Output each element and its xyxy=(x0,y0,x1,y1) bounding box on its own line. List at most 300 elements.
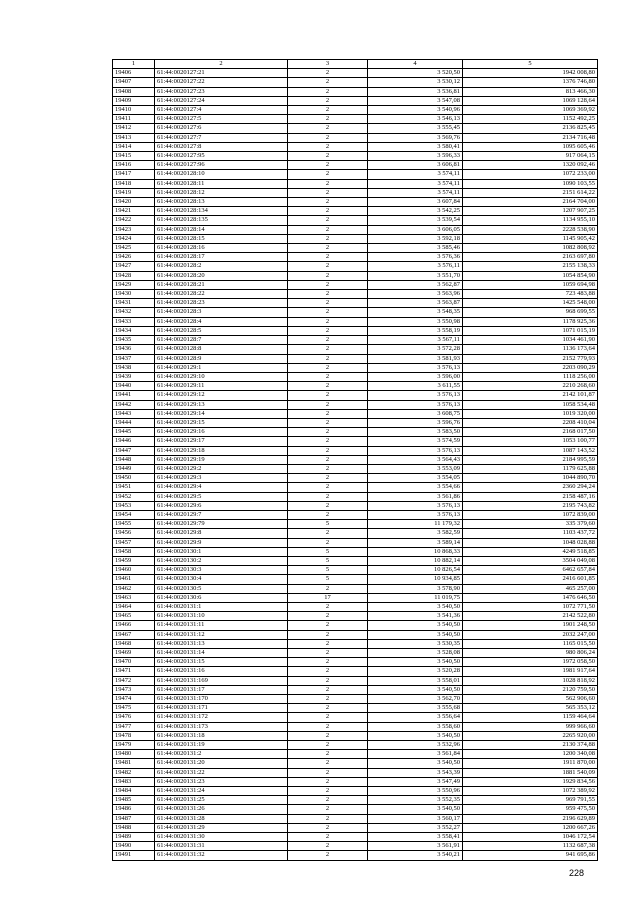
row-number-cell: 19435 xyxy=(113,336,155,345)
row-number-cell: 19430 xyxy=(113,290,155,299)
cadastral-number-cell: 61:44:0020131:172 xyxy=(155,713,288,722)
value-cell: 3 576,13 xyxy=(368,510,463,519)
row-number-cell: 19438 xyxy=(113,363,155,372)
row-number-cell: 19449 xyxy=(113,464,155,473)
value-cell: 3 540,50 xyxy=(368,658,463,667)
amount-cell: 2184 995,59 xyxy=(463,455,598,464)
cadastral-number-cell: 61:44:0020131:16 xyxy=(155,667,288,676)
table-row xyxy=(113,308,598,317)
page-number: 228 xyxy=(568,868,584,878)
value-cell: 10 826,54 xyxy=(368,566,463,575)
value-cell: 3 551,70 xyxy=(368,271,463,280)
value-cell: 3 596,33 xyxy=(368,152,463,161)
cadastral-number-cell: 61:44:0020127:95 xyxy=(155,152,288,161)
category-cell: 2 xyxy=(288,704,368,713)
value-cell: 3 554,66 xyxy=(368,483,463,492)
table-row xyxy=(113,584,598,593)
row-number-cell: 19462 xyxy=(113,584,155,593)
cadastral-number-cell: 61:44:0020128:135 xyxy=(155,216,288,225)
value-cell: 3 574,11 xyxy=(368,170,463,179)
category-cell: 2 xyxy=(288,290,368,299)
category-cell: 2 xyxy=(288,602,368,611)
category-cell: 2 xyxy=(288,400,368,409)
table-row xyxy=(113,814,598,823)
table-row xyxy=(113,345,598,354)
table-row xyxy=(113,69,598,78)
amount-cell: 1200 667,26 xyxy=(463,823,598,832)
amount-cell: 1178 925,36 xyxy=(463,317,598,326)
amount-cell: 1179 625,88 xyxy=(463,464,598,473)
value-cell: 3 540,21 xyxy=(368,851,463,860)
value-cell: 3 576,36 xyxy=(368,253,463,262)
value-cell: 3 576,13 xyxy=(368,446,463,455)
cadastral-number-cell: 61:44:0020128:15 xyxy=(155,234,288,243)
value-cell: 3 556,64 xyxy=(368,713,463,722)
table-row xyxy=(113,483,598,492)
table-row xyxy=(113,676,598,685)
amount-cell: 1132 687,38 xyxy=(463,842,598,851)
value-cell: 3 530,12 xyxy=(368,78,463,87)
table-row xyxy=(113,658,598,667)
value-cell: 10 882,14 xyxy=(368,556,463,565)
table-row xyxy=(113,382,598,391)
amount-cell: 335 379,60 xyxy=(463,520,598,529)
amount-cell: 6462 657,84 xyxy=(463,566,598,575)
value-cell: 3 580,41 xyxy=(368,142,463,151)
cadastral-number-cell: 61:44:0020131:32 xyxy=(155,851,288,860)
cadastral-number-cell: 61:44:0020127:22 xyxy=(155,78,288,87)
value-cell: 3 564,43 xyxy=(368,455,463,464)
row-number-cell: 19441 xyxy=(113,391,155,400)
cadastral-number-cell: 61:44:0020131:20 xyxy=(155,759,288,768)
category-cell: 2 xyxy=(288,722,368,731)
amount-cell: 941 695,86 xyxy=(463,851,598,860)
value-cell: 3 540,50 xyxy=(368,630,463,639)
amount-cell: 2168 017,50 xyxy=(463,428,598,437)
table-row xyxy=(113,409,598,418)
cadastral-number-cell: 61:44:0020127:4 xyxy=(155,106,288,115)
cadastral-number-cell: 61:44:0020129:10 xyxy=(155,372,288,381)
amount-cell: 1087 143,52 xyxy=(463,446,598,455)
amount-cell: 4249 518,85 xyxy=(463,547,598,556)
category-cell: 2 xyxy=(288,326,368,335)
row-number-cell: 19419 xyxy=(113,188,155,197)
row-number-cell: 19426 xyxy=(113,253,155,262)
amount-cell: 2158 487,16 xyxy=(463,492,598,501)
row-number-cell: 19486 xyxy=(113,805,155,814)
cadastral-number-cell: 61:44:0020129:1 xyxy=(155,363,288,372)
row-number-cell: 19416 xyxy=(113,161,155,170)
row-number-cell: 19415 xyxy=(113,152,155,161)
cadastral-number-cell: 61:44:0020128:7 xyxy=(155,336,288,345)
table-row xyxy=(113,796,598,805)
value-cell: 3 552,35 xyxy=(368,796,463,805)
cadastral-number-cell: 61:44:0020129:13 xyxy=(155,400,288,409)
cadastral-number-cell: 61:44:0020128:14 xyxy=(155,225,288,234)
amount-cell: 969 791,55 xyxy=(463,796,598,805)
amount-cell: 1145 905,42 xyxy=(463,234,598,243)
row-number-cell: 19491 xyxy=(113,851,155,860)
column-header: 2 xyxy=(155,60,288,69)
amount-cell: 1376 746,80 xyxy=(463,78,598,87)
value-cell: 3 583,50 xyxy=(368,428,463,437)
amount-cell: 1476 646,50 xyxy=(463,593,598,602)
category-cell: 2 xyxy=(288,428,368,437)
row-number-cell: 19413 xyxy=(113,133,155,142)
amount-cell: 1425 548,00 xyxy=(463,299,598,308)
row-number-cell: 19469 xyxy=(113,649,155,658)
category-cell: 2 xyxy=(288,354,368,363)
row-number-cell: 19445 xyxy=(113,428,155,437)
row-number-cell: 19477 xyxy=(113,722,155,731)
category-cell: 2 xyxy=(288,483,368,492)
value-cell: 3 576,11 xyxy=(368,262,463,271)
table-row xyxy=(113,428,598,437)
category-cell: 2 xyxy=(288,639,368,648)
value-cell: 3 543,39 xyxy=(368,768,463,777)
category-cell: 2 xyxy=(288,124,368,133)
category-cell: 2 xyxy=(288,142,368,151)
category-cell: 2 xyxy=(288,455,368,464)
category-cell: 2 xyxy=(288,418,368,427)
table-row xyxy=(113,400,598,409)
cadastral-number-cell: 61:44:0020129:12 xyxy=(155,391,288,400)
category-cell: 2 xyxy=(288,474,368,483)
table-row xyxy=(113,170,598,179)
row-number-cell: 19466 xyxy=(113,621,155,630)
amount-cell: 2136 825,45 xyxy=(463,124,598,133)
amount-cell: 1200 340,08 xyxy=(463,750,598,759)
row-number-cell: 19408 xyxy=(113,87,155,96)
cadastral-number-cell: 61:44:0020128:17 xyxy=(155,253,288,262)
cadastral-number-cell: 61:44:0020131:18 xyxy=(155,731,288,740)
table-row xyxy=(113,336,598,345)
cadastral-number-cell: 61:44:0020128:8 xyxy=(155,345,288,354)
category-cell: 2 xyxy=(288,391,368,400)
value-cell: 3 608,75 xyxy=(368,409,463,418)
category-cell: 2 xyxy=(288,842,368,851)
category-cell: 5 xyxy=(288,547,368,556)
table-row xyxy=(113,510,598,519)
value-cell: 3 539,54 xyxy=(368,216,463,225)
table-row xyxy=(113,566,598,575)
cadastral-number-cell: 61:44:0020131:171 xyxy=(155,704,288,713)
value-cell: 3 554,05 xyxy=(368,474,463,483)
cadastral-number-cell: 61:44:0020129:79 xyxy=(155,520,288,529)
row-number-cell: 19443 xyxy=(113,409,155,418)
table-row xyxy=(113,299,598,308)
category-cell: 5 xyxy=(288,556,368,565)
row-number-cell: 19467 xyxy=(113,630,155,639)
amount-cell: 1069 369,92 xyxy=(463,106,598,115)
value-cell: 3 540,50 xyxy=(368,621,463,630)
category-cell: 2 xyxy=(288,271,368,280)
row-number-cell: 19471 xyxy=(113,667,155,676)
category-cell: 2 xyxy=(288,87,368,96)
category-cell: 2 xyxy=(288,446,368,455)
category-cell: 2 xyxy=(288,299,368,308)
row-number-cell: 19428 xyxy=(113,271,155,280)
data-table xyxy=(112,59,598,861)
amount-cell: 2360 294,24 xyxy=(463,483,598,492)
cadastral-number-cell: 61:44:0020129:4 xyxy=(155,483,288,492)
amount-cell: 1072 771,50 xyxy=(463,602,598,611)
category-cell: 2 xyxy=(288,216,368,225)
row-number-cell: 19442 xyxy=(113,400,155,409)
cadastral-number-cell: 61:44:0020129:11 xyxy=(155,382,288,391)
cadastral-number-cell: 61:44:0020128:134 xyxy=(155,207,288,216)
row-number-cell: 19420 xyxy=(113,198,155,207)
amount-cell: 2163 697,80 xyxy=(463,253,598,262)
cadastral-number-cell: 61:44:0020129:6 xyxy=(155,501,288,510)
amount-cell: 1320 092,46 xyxy=(463,161,598,170)
table-row xyxy=(113,225,598,234)
cadastral-number-cell: 61:44:0020128:12 xyxy=(155,188,288,197)
value-cell: 3 574,11 xyxy=(368,188,463,197)
category-cell: 2 xyxy=(288,685,368,694)
table-row xyxy=(113,133,598,142)
amount-cell: 813 466,30 xyxy=(463,87,598,96)
table-row xyxy=(113,216,598,225)
table-row xyxy=(113,78,598,87)
cadastral-number-cell: 61:44:0020131:28 xyxy=(155,814,288,823)
value-cell: 3 552,27 xyxy=(368,823,463,832)
table-row xyxy=(113,234,598,243)
category-cell: 2 xyxy=(288,750,368,759)
category-cell: 2 xyxy=(288,170,368,179)
value-cell: 3 576,13 xyxy=(368,391,463,400)
category-cell: 2 xyxy=(288,814,368,823)
table-row xyxy=(113,391,598,400)
cadastral-number-cell: 61:44:0020128:13 xyxy=(155,198,288,207)
amount-cell: 2208 410,04 xyxy=(463,418,598,427)
amount-cell: 1118 256,00 xyxy=(463,372,598,381)
category-cell: 2 xyxy=(288,161,368,170)
cadastral-number-cell: 61:44:0020130:2 xyxy=(155,556,288,565)
cadastral-number-cell: 61:44:0020128:3 xyxy=(155,308,288,317)
table-row xyxy=(113,198,598,207)
cadastral-number-cell: 61:44:0020128:11 xyxy=(155,179,288,188)
table-row xyxy=(113,501,598,510)
amount-cell: 1165 015,50 xyxy=(463,639,598,648)
row-number-cell: 19412 xyxy=(113,124,155,133)
value-cell: 3 572,28 xyxy=(368,345,463,354)
category-cell: 2 xyxy=(288,805,368,814)
table-row xyxy=(113,575,598,584)
value-cell: 3 582,59 xyxy=(368,529,463,538)
amount-cell: 1929 834,56 xyxy=(463,777,598,786)
value-cell: 3 528,08 xyxy=(368,649,463,658)
value-cell: 3 561,91 xyxy=(368,842,463,851)
value-cell: 3 562,70 xyxy=(368,695,463,704)
row-number-cell: 19423 xyxy=(113,225,155,234)
amount-cell: 980 806,24 xyxy=(463,649,598,658)
table-row xyxy=(113,280,598,289)
amount-cell: 1069 128,64 xyxy=(463,96,598,105)
table-row xyxy=(113,271,598,280)
amount-cell: 2120 759,50 xyxy=(463,685,598,694)
cadastral-number-cell: 61:44:0020130:4 xyxy=(155,575,288,584)
category-cell: 5 xyxy=(288,520,368,529)
amount-cell: 1034 461,90 xyxy=(463,336,598,345)
table-row xyxy=(113,290,598,299)
row-number-cell: 19448 xyxy=(113,455,155,464)
amount-cell: 1054 854,90 xyxy=(463,271,598,280)
category-cell: 2 xyxy=(288,787,368,796)
row-number-cell: 19450 xyxy=(113,474,155,483)
table-row xyxy=(113,363,598,372)
table-row xyxy=(113,115,598,124)
table-row xyxy=(113,805,598,814)
value-cell: 3 581,93 xyxy=(368,354,463,363)
amount-cell: 1053 100,77 xyxy=(463,437,598,446)
row-number-cell: 19457 xyxy=(113,538,155,547)
cadastral-number-cell: 61:44:0020128:2 xyxy=(155,262,288,271)
amount-cell: 1046 172,54 xyxy=(463,833,598,842)
table-body xyxy=(113,69,598,860)
table-row xyxy=(113,161,598,170)
category-cell: 2 xyxy=(288,464,368,473)
value-cell: 3 596,76 xyxy=(368,418,463,427)
amount-cell: 2228 538,90 xyxy=(463,225,598,234)
amount-cell: 2142 101,87 xyxy=(463,391,598,400)
category-cell: 2 xyxy=(288,409,368,418)
value-cell: 3 540,50 xyxy=(368,685,463,694)
cadastral-number-cell: 61:44:0020131:173 xyxy=(155,722,288,731)
amount-cell: 2032 247,00 xyxy=(463,630,598,639)
table-row xyxy=(113,455,598,464)
amount-cell: 562 906,60 xyxy=(463,695,598,704)
value-cell: 3 574,59 xyxy=(368,437,463,446)
amount-cell: 1071 015,19 xyxy=(463,326,598,335)
amount-cell: 1072 389,92 xyxy=(463,787,598,796)
category-cell: 5 xyxy=(288,566,368,575)
row-number-cell: 19473 xyxy=(113,685,155,694)
value-cell: 3 607,84 xyxy=(368,198,463,207)
category-cell: 2 xyxy=(288,667,368,676)
amount-cell: 1152 492,25 xyxy=(463,115,598,124)
cadastral-number-cell: 61:44:0020129:8 xyxy=(155,529,288,538)
row-number-cell: 19459 xyxy=(113,556,155,565)
category-cell: 2 xyxy=(288,308,368,317)
cadastral-number-cell: 61:44:0020131:31 xyxy=(155,842,288,851)
table-row xyxy=(113,244,598,253)
row-number-cell: 19440 xyxy=(113,382,155,391)
table-row xyxy=(113,87,598,96)
cadastral-number-cell: 61:44:0020128:16 xyxy=(155,244,288,253)
value-cell: 3 558,19 xyxy=(368,326,463,335)
category-cell: 2 xyxy=(288,501,368,510)
amount-cell: 959 475,50 xyxy=(463,805,598,814)
row-number-cell: 19454 xyxy=(113,510,155,519)
category-cell: 2 xyxy=(288,437,368,446)
table-row xyxy=(113,630,598,639)
amount-cell: 968 699,55 xyxy=(463,308,598,317)
cadastral-number-cell: 61:44:0020129:2 xyxy=(155,464,288,473)
amount-cell: 1942 008,80 xyxy=(463,69,598,78)
value-cell: 10 868,33 xyxy=(368,547,463,556)
value-cell: 3 560,17 xyxy=(368,814,463,823)
cadastral-number-cell: 61:44:0020131:1 xyxy=(155,602,288,611)
cadastral-number-cell: 61:44:0020129:7 xyxy=(155,510,288,519)
amount-cell: 1972 058,50 xyxy=(463,658,598,667)
cadastral-number-cell: 61:44:0020127:96 xyxy=(155,161,288,170)
amount-cell: 2155 138,33 xyxy=(463,262,598,271)
row-number-cell: 19434 xyxy=(113,326,155,335)
amount-cell: 1881 540,09 xyxy=(463,768,598,777)
row-number-cell: 19483 xyxy=(113,777,155,786)
table-row xyxy=(113,612,598,621)
cadastral-number-cell: 61:44:0020128:5 xyxy=(155,326,288,335)
row-number-cell: 19485 xyxy=(113,796,155,805)
amount-cell: 2134 716,48 xyxy=(463,133,598,142)
table-row xyxy=(113,96,598,105)
table-row xyxy=(113,556,598,565)
category-cell: 2 xyxy=(288,69,368,78)
row-number-cell: 19424 xyxy=(113,234,155,243)
category-cell: 2 xyxy=(288,768,368,777)
category-cell: 2 xyxy=(288,741,368,750)
table-row xyxy=(113,722,598,731)
row-number-cell: 19461 xyxy=(113,575,155,584)
cadastral-number-cell: 61:44:0020131:13 xyxy=(155,639,288,648)
value-cell: 3 540,50 xyxy=(368,759,463,768)
value-cell: 3 574,11 xyxy=(368,179,463,188)
category-cell: 2 xyxy=(288,731,368,740)
category-cell: 2 xyxy=(288,207,368,216)
cadastral-number-cell: 61:44:0020131:11 xyxy=(155,621,288,630)
row-number-cell: 19490 xyxy=(113,842,155,851)
amount-cell: 1048 028,88 xyxy=(463,538,598,547)
amount-cell: 917 064,15 xyxy=(463,152,598,161)
value-cell: 3 563,87 xyxy=(368,299,463,308)
amount-cell: 2210 268,60 xyxy=(463,382,598,391)
amount-cell: 2152 779,93 xyxy=(463,354,598,363)
row-number-cell: 19433 xyxy=(113,317,155,326)
row-number-cell: 19480 xyxy=(113,750,155,759)
table-row xyxy=(113,437,598,446)
amount-cell: 1207 907,25 xyxy=(463,207,598,216)
category-cell: 2 xyxy=(288,777,368,786)
category-cell: 2 xyxy=(288,345,368,354)
cadastral-number-cell: 61:44:0020131:17 xyxy=(155,685,288,694)
cadastral-number-cell: 61:44:0020131:29 xyxy=(155,823,288,832)
amount-cell: 1072 233,00 xyxy=(463,170,598,179)
category-cell: 2 xyxy=(288,649,368,658)
cadastral-number-cell: 61:44:0020131:26 xyxy=(155,805,288,814)
value-cell: 3 520,28 xyxy=(368,667,463,676)
value-cell: 3 542,25 xyxy=(368,207,463,216)
row-number-cell: 19460 xyxy=(113,566,155,575)
value-cell: 3 592,18 xyxy=(368,234,463,243)
table-row xyxy=(113,372,598,381)
table-row xyxy=(113,731,598,740)
value-cell: 3 532,96 xyxy=(368,741,463,750)
row-number-cell: 19421 xyxy=(113,207,155,216)
table-row xyxy=(113,649,598,658)
amount-cell: 3504 049,08 xyxy=(463,556,598,565)
cadastral-number-cell: 61:44:0020127:23 xyxy=(155,87,288,96)
amount-cell: 1044 890,70 xyxy=(463,474,598,483)
category-cell: 2 xyxy=(288,630,368,639)
row-number-cell: 19463 xyxy=(113,593,155,602)
table-row xyxy=(113,823,598,832)
row-number-cell: 19474 xyxy=(113,695,155,704)
cadastral-number-cell: 61:44:0020129:16 xyxy=(155,428,288,437)
category-cell: 5 xyxy=(288,575,368,584)
value-cell: 3 596,00 xyxy=(368,372,463,381)
category-cell: 2 xyxy=(288,759,368,768)
